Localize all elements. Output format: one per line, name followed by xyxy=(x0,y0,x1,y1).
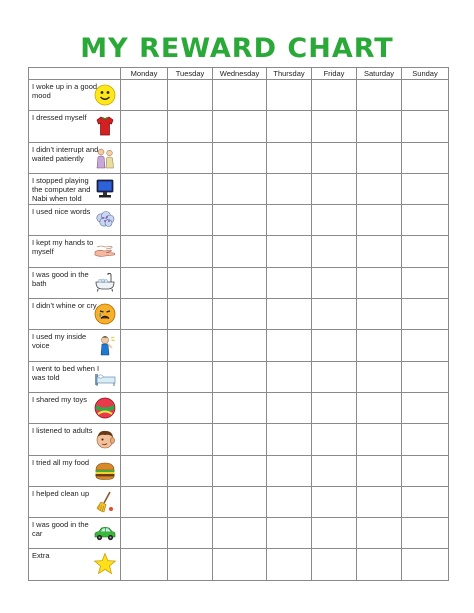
smiley-face-icon xyxy=(93,83,117,107)
day-cell-wednesday[interactable] xyxy=(213,80,267,111)
day-cell-saturday[interactable] xyxy=(357,205,402,236)
task-cell xyxy=(29,549,121,580)
day-cell-saturday[interactable] xyxy=(357,455,402,486)
day-cell-monday[interactable] xyxy=(121,267,168,298)
day-cell-friday[interactable] xyxy=(312,173,357,204)
day-cell-tuesday[interactable] xyxy=(168,173,213,204)
day-cell-tuesday[interactable] xyxy=(168,486,213,517)
day-cell-tuesday[interactable] xyxy=(168,267,213,298)
task-label: I listened to adults xyxy=(32,426,93,436)
day-cell-saturday[interactable] xyxy=(357,549,402,580)
crying-face-icon xyxy=(93,302,117,326)
day-cell-thursday[interactable] xyxy=(267,361,312,392)
day-cell-saturday[interactable] xyxy=(357,173,402,204)
table-row xyxy=(29,330,449,361)
day-cell-saturday[interactable] xyxy=(357,80,402,111)
task-label: I stopped playing the computer and Nabi when told xyxy=(32,175,91,203)
burger-icon xyxy=(93,459,117,483)
day-cell-wednesday[interactable] xyxy=(213,173,267,204)
day-cell-monday[interactable] xyxy=(121,424,168,455)
day-cell-sunday[interactable] xyxy=(402,392,449,423)
day-cell-thursday[interactable] xyxy=(267,392,312,423)
task-label: I used my inside voice xyxy=(32,332,87,351)
day-cell-sunday[interactable] xyxy=(402,80,449,111)
day-cell-friday[interactable] xyxy=(312,236,357,267)
table-row xyxy=(29,424,449,455)
day-cell-wednesday[interactable] xyxy=(213,299,267,330)
day-cell-wednesday[interactable] xyxy=(213,518,267,549)
task-cell xyxy=(29,80,121,111)
day-cell-monday[interactable] xyxy=(121,392,168,423)
day-cell-wednesday[interactable] xyxy=(213,205,267,236)
day-cell-thursday[interactable] xyxy=(267,205,312,236)
day-cell-wednesday[interactable] xyxy=(213,486,267,517)
day-cell-saturday[interactable] xyxy=(357,361,402,392)
day-cell-friday[interactable] xyxy=(312,392,357,423)
car-icon xyxy=(93,521,117,545)
task-cell xyxy=(29,111,121,142)
day-cell-friday[interactable] xyxy=(312,299,357,330)
task-label: Extra xyxy=(32,551,50,561)
day-cell-tuesday[interactable] xyxy=(168,205,213,236)
day-cell-monday[interactable] xyxy=(121,236,168,267)
task-label: I helped clean up xyxy=(32,488,90,498)
table-row xyxy=(29,111,449,142)
day-cell-thursday[interactable] xyxy=(267,549,312,580)
day-cell-friday[interactable] xyxy=(312,267,357,298)
day-cell-friday[interactable] xyxy=(312,111,357,142)
day-cell-friday[interactable] xyxy=(312,455,357,486)
day-cell-tuesday[interactable] xyxy=(168,142,213,173)
day-cell-sunday[interactable] xyxy=(402,361,449,392)
day-cell-friday[interactable] xyxy=(312,518,357,549)
star-icon xyxy=(93,552,117,576)
day-cell-friday[interactable] xyxy=(312,80,357,111)
day-cell-sunday[interactable] xyxy=(402,173,449,204)
day-cell-tuesday[interactable] xyxy=(168,518,213,549)
day-cell-wednesday[interactable] xyxy=(213,361,267,392)
day-cell-friday[interactable] xyxy=(312,549,357,580)
day-cell-monday[interactable] xyxy=(121,142,168,173)
table-row xyxy=(29,236,449,267)
day-cell-thursday[interactable] xyxy=(267,142,312,173)
day-cell-monday[interactable] xyxy=(121,361,168,392)
task-cell xyxy=(29,299,121,330)
day-cell-friday[interactable] xyxy=(312,486,357,517)
day-cell-sunday[interactable] xyxy=(402,455,449,486)
day-cell-saturday[interactable] xyxy=(357,236,402,267)
bed-icon xyxy=(93,365,117,389)
day-cell-thursday[interactable] xyxy=(267,455,312,486)
day-cell-monday[interactable] xyxy=(121,455,168,486)
table-row xyxy=(29,299,449,330)
bathtub-icon xyxy=(93,271,117,295)
day-header-tuesday: Tuesday xyxy=(168,68,213,80)
listening-boy-icon xyxy=(93,427,117,451)
speech-cloud-icon xyxy=(93,208,117,232)
day-cell-tuesday[interactable] xyxy=(168,361,213,392)
day-cell-wednesday[interactable] xyxy=(213,111,267,142)
table-row xyxy=(29,205,449,236)
reward-chart-table xyxy=(28,67,449,581)
task-label: I dressed myself xyxy=(32,113,87,123)
table-row xyxy=(29,455,449,486)
day-cell-monday[interactable] xyxy=(121,80,168,111)
day-cell-wednesday[interactable] xyxy=(213,142,267,173)
day-header-wednesday: Wednesday xyxy=(213,68,267,80)
header-row xyxy=(29,68,449,80)
day-cell-saturday[interactable] xyxy=(357,299,402,330)
day-cell-thursday[interactable] xyxy=(267,80,312,111)
table-row xyxy=(29,267,449,298)
task-label: I was good in the car xyxy=(32,520,89,539)
task-label: I didn’t interrupt and waited patiently xyxy=(32,144,99,163)
day-cell-monday[interactable] xyxy=(121,111,168,142)
day-cell-friday[interactable] xyxy=(312,361,357,392)
task-cell xyxy=(29,361,121,392)
day-cell-tuesday[interactable] xyxy=(168,392,213,423)
task-label: I was good in the bath xyxy=(32,269,89,288)
day-cell-monday[interactable] xyxy=(121,518,168,549)
day-cell-monday[interactable] xyxy=(121,299,168,330)
broom-icon xyxy=(93,490,117,514)
day-cell-sunday[interactable] xyxy=(402,142,449,173)
chart-title: MY REWARD CHART xyxy=(80,33,394,64)
table-row xyxy=(29,361,449,392)
day-cell-wednesday[interactable] xyxy=(213,330,267,361)
table-row xyxy=(29,486,449,517)
red-shirt-icon xyxy=(93,114,117,138)
day-cell-sunday[interactable] xyxy=(402,267,449,298)
day-cell-saturday[interactable] xyxy=(357,486,402,517)
day-cell-saturday[interactable] xyxy=(357,392,402,423)
day-cell-friday[interactable] xyxy=(312,205,357,236)
task-cell xyxy=(29,486,121,517)
day-cell-saturday[interactable] xyxy=(357,267,402,298)
quiet-voice-icon xyxy=(93,333,117,357)
task-label: I shared my toys xyxy=(32,394,88,404)
day-cell-saturday[interactable] xyxy=(357,518,402,549)
day-cell-monday[interactable] xyxy=(121,173,168,204)
day-cell-friday[interactable] xyxy=(312,330,357,361)
day-cell-monday[interactable] xyxy=(121,549,168,580)
day-cell-thursday[interactable] xyxy=(267,299,312,330)
task-label: I went to bed when I was told xyxy=(32,363,100,382)
day-cell-tuesday[interactable] xyxy=(168,80,213,111)
table-row xyxy=(29,142,449,173)
task-label: I used nice words xyxy=(32,207,91,217)
day-cell-thursday[interactable] xyxy=(267,173,312,204)
day-cell-sunday[interactable] xyxy=(402,486,449,517)
task-label: I didn’t whine or cry xyxy=(32,301,97,311)
day-cell-sunday[interactable] xyxy=(402,518,449,549)
day-cell-sunday[interactable] xyxy=(402,111,449,142)
day-cell-sunday[interactable] xyxy=(402,205,449,236)
day-cell-wednesday[interactable] xyxy=(213,455,267,486)
task-column-header xyxy=(29,68,121,80)
day-cell-wednesday[interactable] xyxy=(213,267,267,298)
task-cell xyxy=(29,267,121,298)
day-cell-monday[interactable] xyxy=(121,330,168,361)
day-cell-thursday[interactable] xyxy=(267,486,312,517)
day-cell-thursday[interactable] xyxy=(267,267,312,298)
day-cell-sunday[interactable] xyxy=(402,299,449,330)
day-cell-sunday[interactable] xyxy=(402,236,449,267)
task-cell xyxy=(29,455,121,486)
task-cell xyxy=(29,173,121,204)
computer-icon xyxy=(93,177,117,201)
day-cell-thursday[interactable] xyxy=(267,424,312,455)
day-cell-tuesday[interactable] xyxy=(168,111,213,142)
day-cell-sunday[interactable] xyxy=(402,424,449,455)
day-cell-friday[interactable] xyxy=(312,424,357,455)
task-cell xyxy=(29,392,121,423)
day-header-friday: Friday xyxy=(312,68,357,80)
day-cell-wednesday[interactable] xyxy=(213,424,267,455)
table-row xyxy=(29,392,449,423)
day-cell-saturday[interactable] xyxy=(357,142,402,173)
day-cell-wednesday[interactable] xyxy=(213,236,267,267)
day-cell-saturday[interactable] xyxy=(357,330,402,361)
day-header-monday: Monday xyxy=(121,68,168,80)
day-cell-saturday[interactable] xyxy=(357,424,402,455)
task-cell xyxy=(29,518,121,549)
hands-icon xyxy=(93,239,117,263)
day-cell-thursday[interactable] xyxy=(267,518,312,549)
day-cell-saturday[interactable] xyxy=(357,111,402,142)
ball-icon xyxy=(93,396,117,420)
people-talking-icon xyxy=(93,146,117,170)
table-row xyxy=(29,173,449,204)
day-cell-wednesday[interactable] xyxy=(213,392,267,423)
day-cell-wednesday[interactable] xyxy=(213,549,267,580)
day-cell-tuesday[interactable] xyxy=(168,330,213,361)
day-cell-monday[interactable] xyxy=(121,205,168,236)
table-row xyxy=(29,80,449,111)
task-label: I woke up in a good mood xyxy=(32,82,98,100)
day-cell-tuesday[interactable] xyxy=(168,424,213,455)
day-cell-thursday[interactable] xyxy=(267,111,312,142)
task-cell xyxy=(29,142,121,173)
day-cell-thursday[interactable] xyxy=(267,330,312,361)
day-cell-sunday[interactable] xyxy=(402,330,449,361)
day-cell-tuesday[interactable] xyxy=(168,455,213,486)
table-row xyxy=(29,518,449,549)
task-label: I kept my hands to myself xyxy=(32,238,94,257)
day-cell-tuesday[interactable] xyxy=(168,299,213,330)
day-cell-sunday[interactable] xyxy=(402,549,449,580)
day-cell-tuesday[interactable] xyxy=(168,236,213,267)
task-cell xyxy=(29,424,121,455)
day-cell-friday[interactable] xyxy=(312,142,357,173)
day-cell-thursday[interactable] xyxy=(267,236,312,267)
day-cell-monday[interactable] xyxy=(121,486,168,517)
table-row xyxy=(29,549,449,580)
day-header-sunday: Sunday xyxy=(402,68,449,80)
task-cell xyxy=(29,205,121,236)
day-header-saturday: Saturday xyxy=(357,68,402,80)
task-label: I tried all my food xyxy=(32,457,90,467)
day-header-thursday: Thursday xyxy=(267,68,312,80)
task-cell xyxy=(29,330,121,361)
task-cell xyxy=(29,236,121,267)
day-cell-tuesday[interactable] xyxy=(168,549,213,580)
